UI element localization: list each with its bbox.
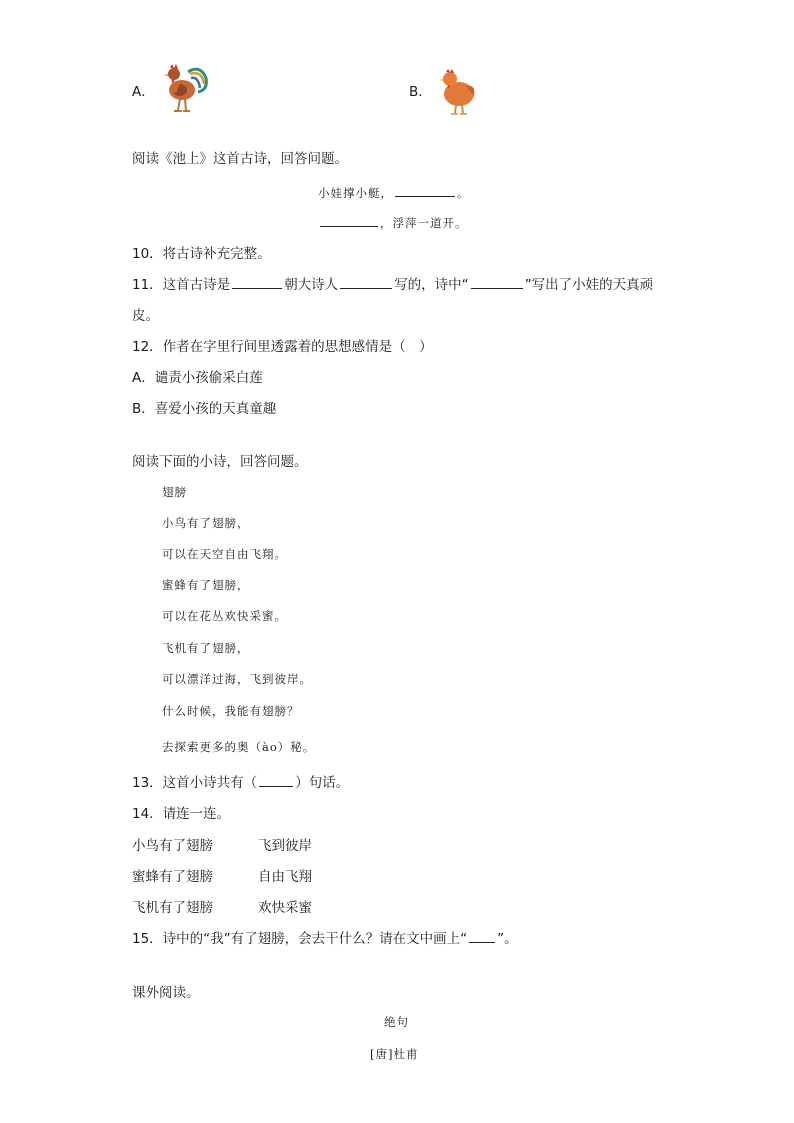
- poem-title: 翅膀: [162, 485, 187, 499]
- q11-part-e: 皮。: [132, 308, 159, 324]
- section1-intro: 阅读《池上》这首古诗，回答问题。: [132, 151, 348, 167]
- q11-blank-dynasty[interactable]: [232, 276, 282, 289]
- poem-line: 什么时候，我能有翅膀？: [162, 704, 300, 718]
- hen-icon: [436, 64, 478, 116]
- poem-line: 可以在花丛欢快采蜜。: [162, 609, 287, 623]
- poem-line: 飞机有了翅膀，: [162, 641, 250, 655]
- question-13: [132, 774, 349, 792]
- q11-part-c: 写的，诗中“: [394, 277, 469, 293]
- q11-blank-poet[interactable]: [340, 276, 392, 289]
- option-a-label: A．: [132, 84, 155, 100]
- poem-line-1-prefix: 小娃撑小艇，: [318, 186, 393, 200]
- match-right-item[interactable]: 飞到彼岸: [258, 838, 312, 854]
- q15-part-a: 15．诗中的“我”有了翅膀，会去干什么？请在文中画上“: [132, 931, 468, 947]
- q15-part-b: ”。: [497, 931, 518, 947]
- section3-intro: 课外阅读。: [132, 985, 200, 1001]
- q11-part-a: 11．这首古诗是: [132, 277, 231, 293]
- match-right-item[interactable]: 自由飞翔: [258, 869, 312, 885]
- question-15: [132, 930, 518, 948]
- poem-line-1-suffix: 。: [457, 186, 470, 200]
- q11-blank-line[interactable]: [471, 276, 523, 289]
- poem-line-1: [318, 184, 470, 201]
- poem-author: [唐]杜甫: [370, 1047, 419, 1061]
- poem-blank-1[interactable]: [395, 184, 455, 197]
- rooster-icon: [158, 60, 212, 114]
- q13-blank[interactable]: [259, 774, 293, 787]
- q11-part-d: ”写出了小娃的天真顽: [524, 277, 654, 293]
- poem-line-2-suffix: ，浮萍一道开。: [380, 216, 468, 230]
- question-10: 10．将古诗补充完整。: [132, 246, 271, 262]
- match-left-item[interactable]: 飞机有了翅膀: [132, 900, 213, 916]
- question-11: [132, 276, 653, 294]
- poem-title: 绝句: [384, 1015, 409, 1029]
- poem-line: 可以漂洋过海，飞到彼岸。: [162, 672, 312, 686]
- q11-part-b: 朝大诗人: [284, 277, 339, 293]
- match-right-item[interactable]: 欢快采蜜: [258, 900, 312, 916]
- question-14: 14．请连一连。: [132, 806, 231, 822]
- poem-line: 可以在天空自由飞翔。: [162, 547, 287, 561]
- poem-line: 去探索更多的奥（ào）秘。: [162, 740, 316, 754]
- poem-line-2: [318, 214, 468, 231]
- q13-part-a: 13．这首小诗共有（: [132, 775, 258, 791]
- poem-blank-2[interactable]: [320, 214, 378, 227]
- q15-underline-sample: [469, 930, 495, 943]
- section2-intro: 阅读下面的小诗，回答问题。: [132, 454, 308, 470]
- option-b-label: B．: [409, 84, 432, 100]
- q13-part-b: ）句话。: [295, 775, 350, 791]
- poem-line: 蜜蜂有了翅膀，: [162, 578, 250, 592]
- match-left-item[interactable]: 蜜蜂有了翅膀: [132, 869, 213, 885]
- poem-line: 小鸟有了翅膀，: [162, 516, 250, 530]
- question-12: 12．作者在字里行间里透露着的思想感情是（ ）: [132, 339, 433, 355]
- q12-option-b[interactable]: B．喜爱小孩的天真童趣: [132, 401, 277, 417]
- match-left-item[interactable]: 小鸟有了翅膀: [132, 838, 213, 854]
- q12-option-a[interactable]: A．谴责小孩偷采白莲: [132, 370, 263, 386]
